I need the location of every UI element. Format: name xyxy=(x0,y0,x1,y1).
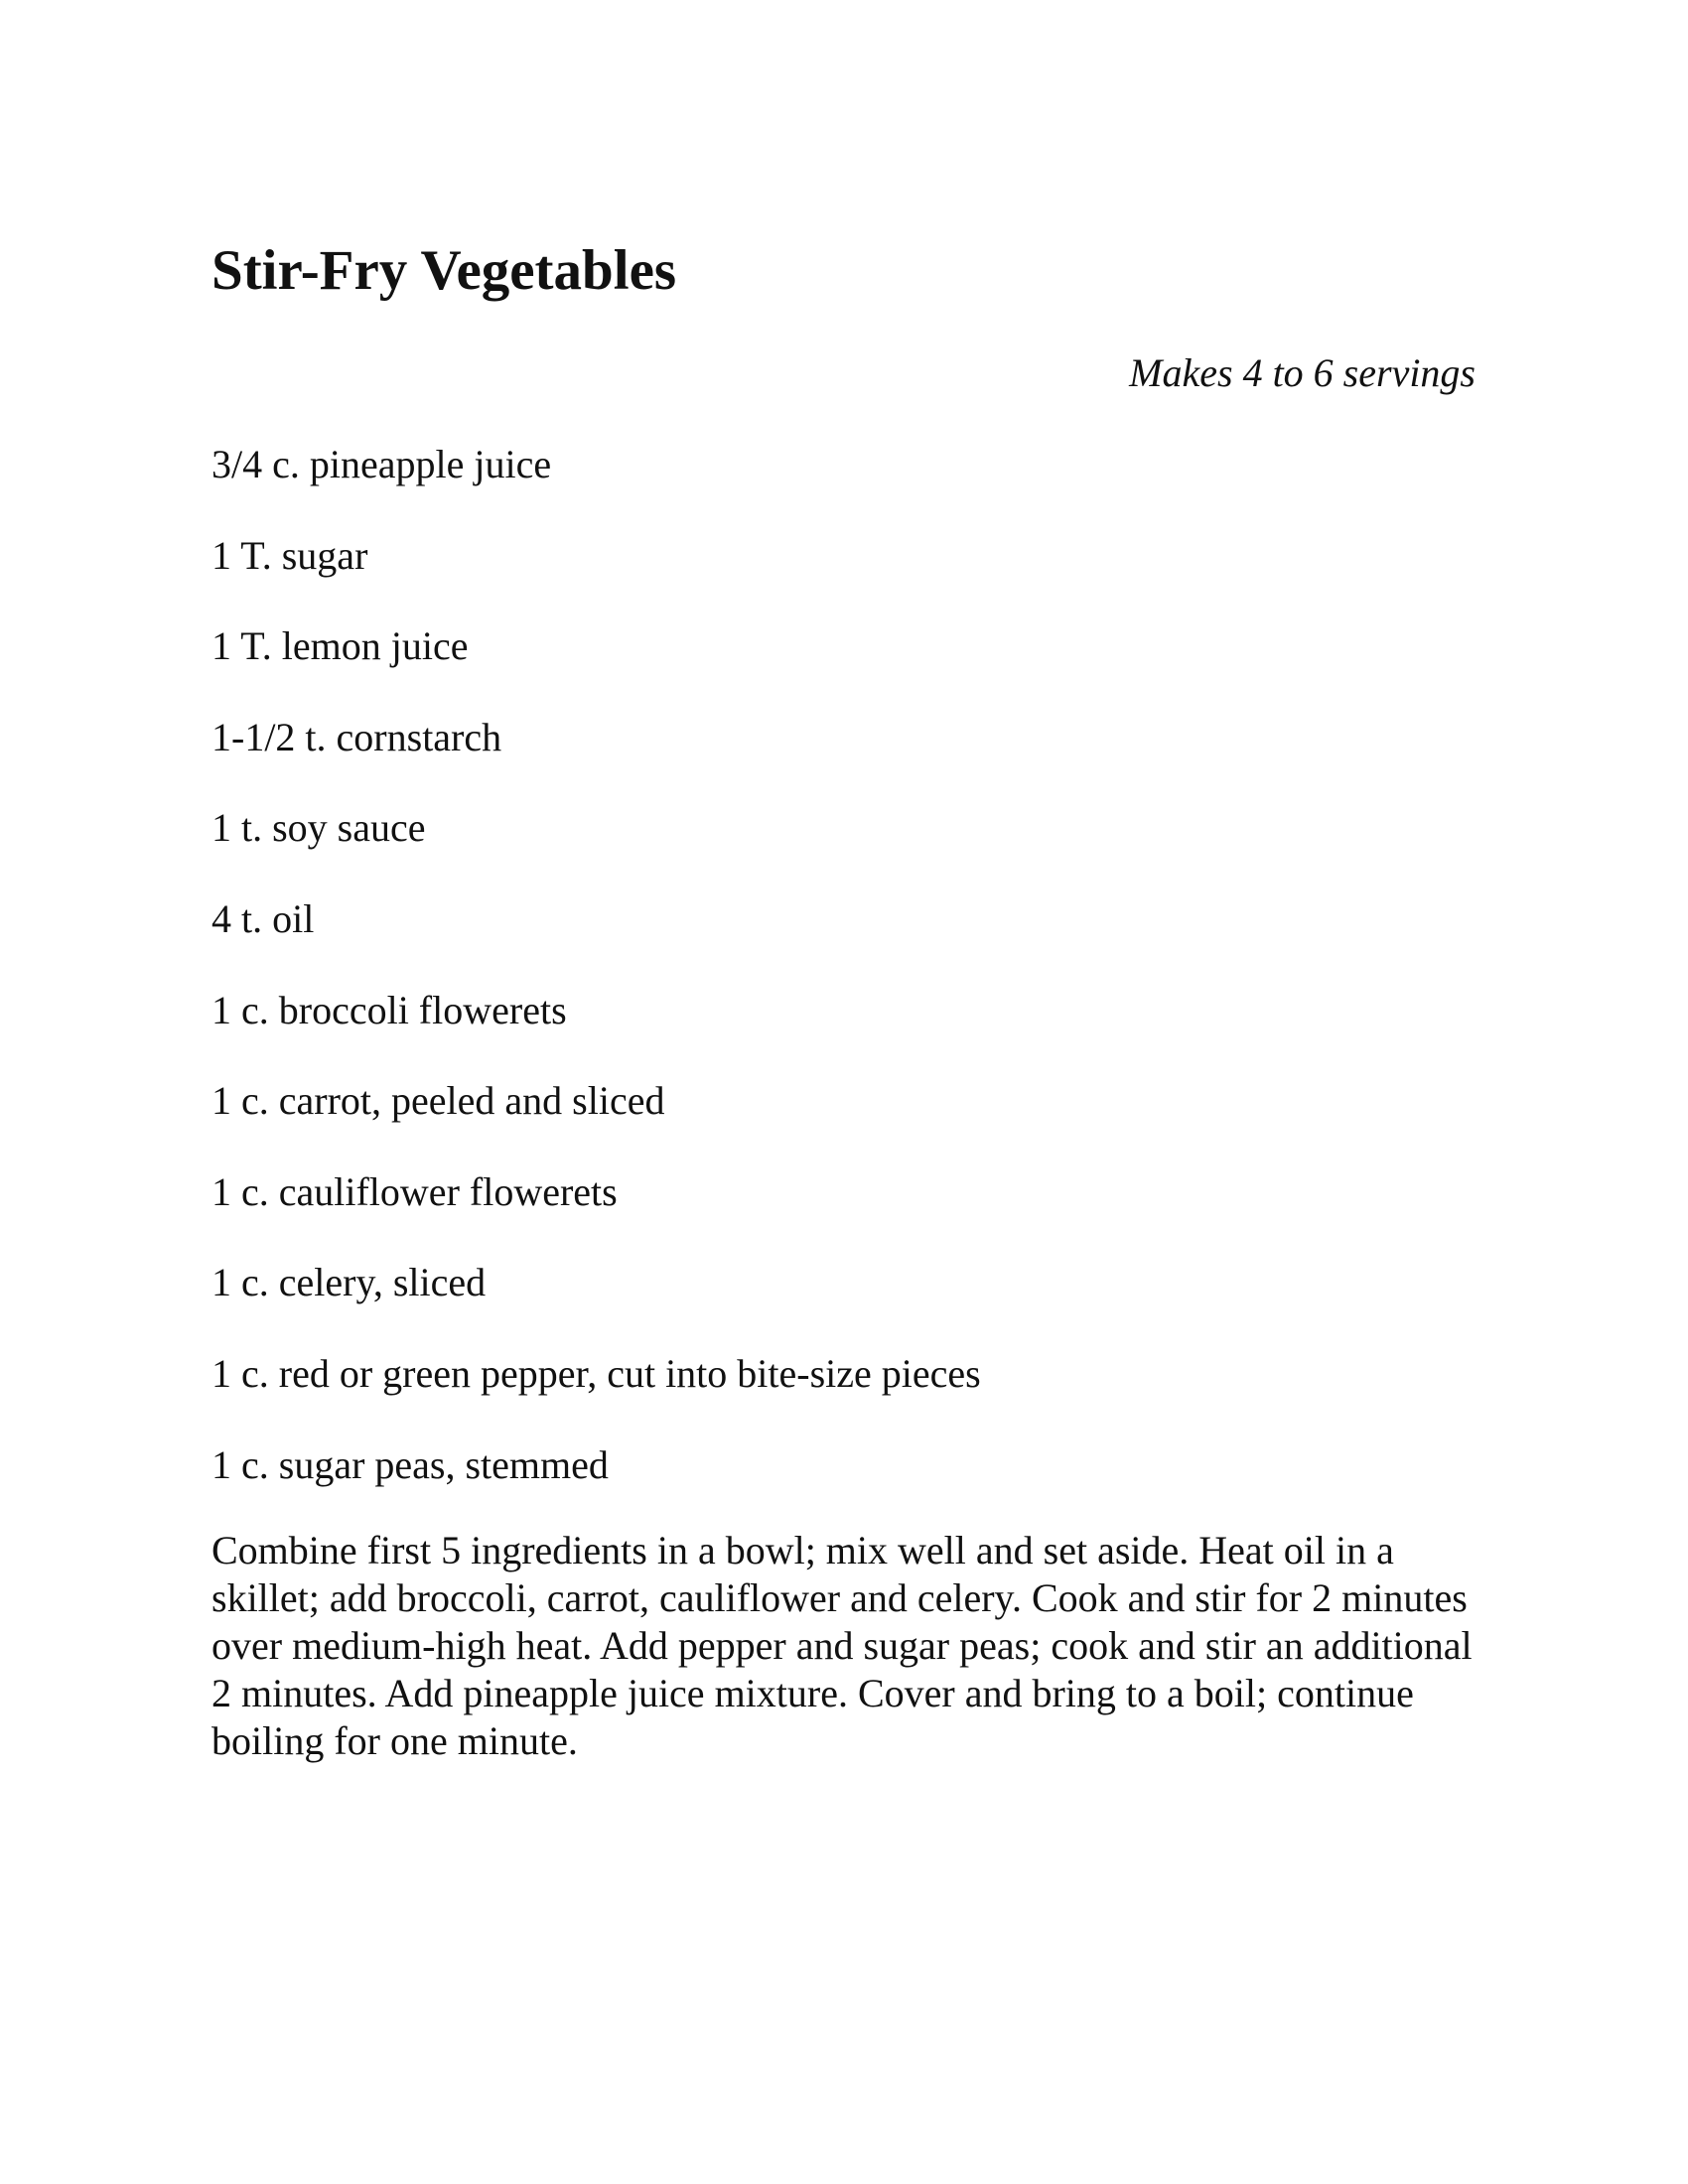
servings-note: Makes 4 to 6 servings xyxy=(1129,350,1476,395)
ingredient-list xyxy=(211,437,981,1528)
ingredient-item: 3/4 c. pineapple juice xyxy=(211,442,552,486)
recipe-title: Stir-Fry Vegetables xyxy=(211,239,677,302)
ingredient-item: 1 c. sugar peas, stemmed xyxy=(211,1441,609,1487)
ingredient-item: 1 c. carrot, peeled and sliced xyxy=(211,1078,665,1124)
ingredient-item: 1 T. sugar xyxy=(211,532,368,578)
ingredient-item: 1-1/2 t. cornstarch xyxy=(211,714,502,759)
ingredient-item: 1 t. soy sauce xyxy=(211,805,426,851)
ingredient-item: 1 c. cauliflower flowerets xyxy=(211,1168,618,1214)
ingredient-item: 4 t. oil xyxy=(211,895,315,941)
directions-paragraph: Combine first 5 ingredients in a bowl; mix well and set aside. Heat oil in a skillet; add broccoli, carrot, cauliflower and celery. Cook and stir for 2 minutes over medium-high heat. Add pepper and sugar peas; cook and stir an additional 2 minutes. Add pineapple juice mixture. Cover and bring to a boil; continue boiling for one minute. xyxy=(211,1528,1473,1763)
ingredient-item: 1 c. celery, sliced xyxy=(211,1260,487,1305)
ingredient-item: 1 c. broccoli flowerets xyxy=(211,987,567,1032)
ingredient-item: 1 c. red or green pepper, cut into bite-size pieces xyxy=(211,1350,981,1396)
ingredient-item: 1 T. lemon juice xyxy=(211,623,469,669)
